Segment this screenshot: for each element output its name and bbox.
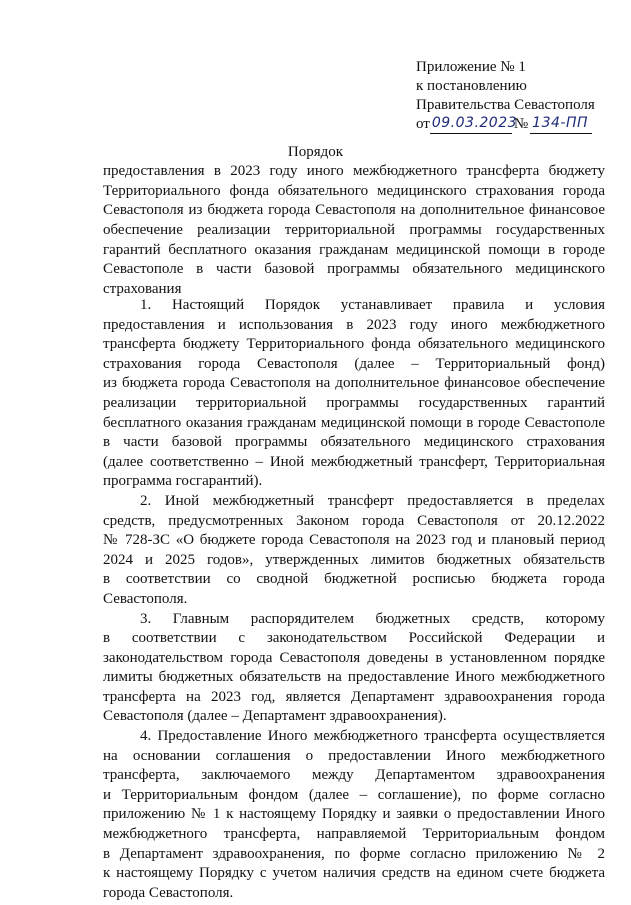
subtitle-line: Севастополя из бюджета города Севастополя на дополнительное финансовое xyxy=(103,202,605,219)
paragraph-4 xyxy=(103,727,605,903)
paragraph-line: 4. Предоставление Иного межбюджетного трансферта осуществляется xyxy=(140,728,605,745)
document-title: Порядок xyxy=(287,144,344,160)
paragraph-line: средств, предусмотренных Законом города Севастополя от 20.12.2022 xyxy=(103,512,605,529)
annex-line-1: Приложение № 1 xyxy=(416,59,526,75)
subtitle-line: Севастополе в части базовой программы обязательного медицинского xyxy=(103,261,605,278)
annex-date-number-line xyxy=(416,115,616,134)
paragraph-line: города Севастополя. xyxy=(103,884,234,901)
annex-line-3: Правительства Севастополя xyxy=(416,97,595,113)
subtitle-line: обеспечение реализации территориальной программы государственных xyxy=(103,222,605,239)
paragraph-line: трансферта на 2023 год, является Департамент здравоохранения города xyxy=(103,688,605,705)
from-label: от xyxy=(416,115,430,132)
paragraph-line: (далее соответственно – Иной межбюджетный трансферт, Территориальная xyxy=(103,453,605,470)
paragraph-line: 2. Иной межбюджетный трансферт предоставляется в пределах xyxy=(140,492,605,509)
paragraph-line: 2024 и 2025 годов», утвержденных лимитов бюджетных обязательств xyxy=(103,551,605,568)
paragraph-line: в Департамент здравоохранения, по форме согласно приложению № 2 xyxy=(103,845,605,862)
paragraph-line: Севастополя (далее – Департамент здравоохранения). xyxy=(103,708,447,725)
subtitle-line: предоставления в 2023 году иного межбюджетного трансферта бюджету xyxy=(103,163,605,179)
paragraph-1 xyxy=(103,296,605,492)
paragraph-line: законодательством города Севастополя доведены в установленном порядке xyxy=(103,649,605,666)
paragraph-line: 3. Главным распорядителем бюджетных средств, которому xyxy=(140,610,605,627)
annex-block xyxy=(416,58,616,134)
paragraph-line: № 728-ЗС «О бюджете города Севастополя на 2023 год и плановый период xyxy=(103,532,605,549)
paragraph-line: программа госгарантий). xyxy=(103,473,263,490)
document-body xyxy=(103,296,605,903)
paragraph-line: реализации территориальной программы государственных гарантий xyxy=(103,394,605,411)
paragraph-line: бесплатного оказания гражданам медицинской помощи в городе Севастополе xyxy=(103,414,605,431)
paragraph-line: лимиты бюджетных обязательств на предоставление Иного межбюджетного xyxy=(103,669,605,686)
handwritten-date: 09.03.2023 xyxy=(430,114,512,135)
paragraph-line: страхования города Севастополя (далее – Территориальный фонд) xyxy=(103,355,605,372)
paragraph-line: Севастополя. xyxy=(103,590,188,607)
document-subtitle xyxy=(103,162,605,300)
paragraph-line: приложению № 1 к настоящему Порядку и заявки о предоставлении Иного xyxy=(103,806,605,823)
paragraph-line: предоставления и использования в 2023 году иного межбюджетного xyxy=(103,316,605,333)
number-label: № xyxy=(513,115,529,132)
paragraph-line: в соответствии со сводной бюджетной росписью бюджета города xyxy=(103,571,605,588)
paragraph-line: 1. Настоящий Порядок устанавливает правила и условия xyxy=(140,297,605,313)
paragraph-line: трансферта бюджету Территориального фонда обязательного медицинского xyxy=(103,336,605,353)
subtitle-line: Территориального фонда обязательного медицинского страхования города xyxy=(103,182,605,199)
annex-line-2: к постановлению xyxy=(416,78,527,94)
paragraph-line: к настоящему Порядку с учетом наличия средств на едином счете бюджета xyxy=(103,865,605,882)
subtitle-line: страхования xyxy=(103,281,182,298)
handwritten-number: 134-ПП xyxy=(530,114,592,135)
paragraph-3 xyxy=(103,610,605,728)
paragraph-line: из бюджета города Севастополя на дополнительное финансовое обеспечение xyxy=(103,375,605,392)
paragraph-line: трансферта, заключаемого между Департаментом здравоохранения xyxy=(103,767,605,784)
subtitle-line: гарантий бесплатного оказания гражданам медицинской помощи в городе xyxy=(103,241,605,258)
paragraph-2 xyxy=(103,492,605,610)
paragraph-line: в соответствии с законодательством Российской Федерации и xyxy=(103,630,605,647)
paragraph-line: и Территориальным фондом (далее – соглашение), по форме согласно xyxy=(103,786,605,803)
paragraph-line: в части базовой программы обязательного медицинского страхования xyxy=(103,434,605,451)
paragraph-line: на основании соглашения о предоставлении Иного межбюджетного xyxy=(103,747,605,764)
paragraph-line: межбюджетного трансферта, направляемой Территориальным фондом xyxy=(103,826,605,843)
